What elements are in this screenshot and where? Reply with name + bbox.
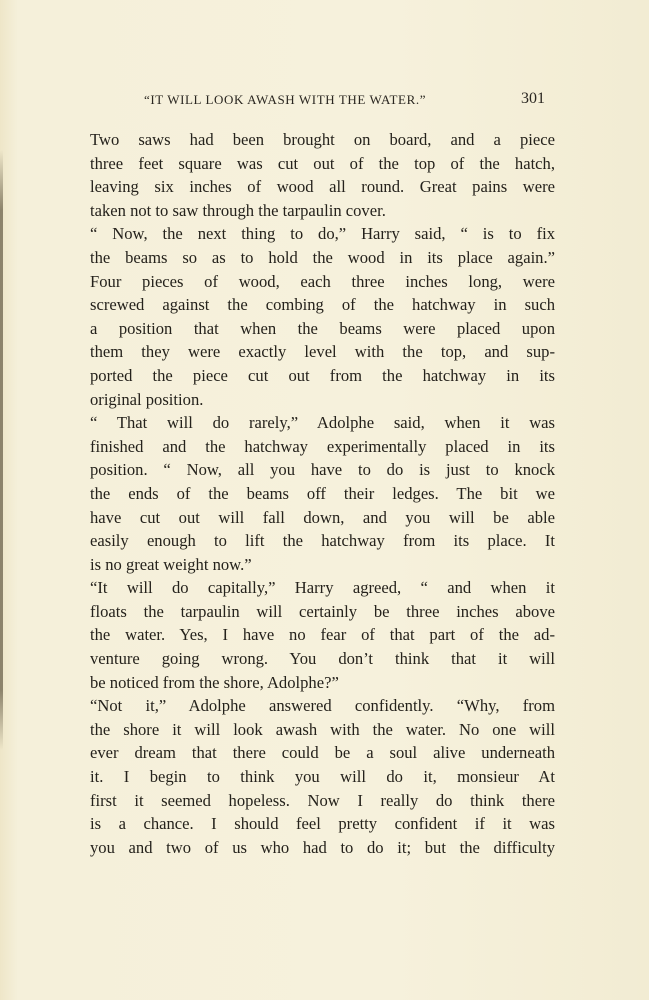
text-line: finished and the hatchway experimentally placed in its bbox=[90, 436, 555, 456]
text-line: is a chance. I should feel pretty confident if it was bbox=[90, 814, 555, 834]
text-line: easily enough to lift the hatchway from its place. It bbox=[90, 531, 555, 551]
text-line: have cut out will fall down, and you will be able bbox=[90, 507, 555, 527]
text-line: ever dream that there could be a soul alive underneath bbox=[90, 743, 555, 763]
text-line: three feet square was cut out of the top of the hatch, bbox=[90, 153, 555, 173]
page-header bbox=[90, 90, 555, 114]
text-line: “Not it,” Adolphe answered confidently. “Why, from bbox=[90, 696, 555, 716]
text-line: position. “ Now, all you have to do is just to knock bbox=[90, 460, 555, 480]
text-line: the ends of the beams off their ledges. The bit we bbox=[90, 483, 555, 503]
body-text bbox=[90, 128, 555, 859]
text-line: be noticed from the shore, Adolphe?” bbox=[90, 672, 339, 692]
text-line: leaving six inches of wood all round. Great pains were bbox=[90, 177, 555, 197]
text-line: Two saws had been brought on board, and a piece bbox=[90, 130, 555, 149]
text-line: screwed against the combing of the hatchway in such bbox=[90, 295, 555, 315]
text-line: floats the tarpaulin will certainly be three inches above bbox=[90, 601, 555, 621]
text-line: them they were exactly level with the top, and sup- bbox=[90, 342, 555, 362]
text-line: “ Now, the next thing to do,” Harry said, “ is to fix bbox=[90, 224, 555, 244]
text-line: venture going wrong. You don’t think that it will bbox=[90, 649, 555, 669]
text-line: ported the piece cut out from the hatchway in its bbox=[90, 365, 555, 385]
text-line: a position that when the beams were placed upon bbox=[90, 318, 555, 338]
text-line: “ That will do rarely,” Adolphe said, when it was bbox=[90, 413, 555, 433]
text-line: Four pieces of wood, each three inches long, were bbox=[90, 271, 555, 291]
page-binding-edge bbox=[0, 150, 3, 750]
text-line: you and two of us who had to do it; but the difficulty bbox=[90, 837, 555, 857]
text-line: the water. Yes, I have no fear of that part of the ad- bbox=[90, 625, 555, 645]
text-line: is no great weight now.” bbox=[90, 554, 252, 574]
text-line: original position. bbox=[90, 389, 204, 409]
text-line: it. I begin to think you will do it, monsieur At bbox=[90, 767, 555, 787]
text-line: the beams so as to hold the wood in its place again.” bbox=[90, 247, 555, 267]
running-head: “IT WILL LOOK AWASH WITH THE WATER.” bbox=[144, 92, 427, 107]
text-line: taken not to saw through the tarpaulin cover. bbox=[90, 200, 386, 220]
text-line: first it seemed hopeless. Now I really do think there bbox=[90, 790, 555, 810]
text-line: “It will do capitally,” Harry agreed, “ and when it bbox=[90, 578, 555, 598]
page-number: 301 bbox=[521, 90, 545, 107]
text-line: the shore it will look awash with the water. No one will bbox=[90, 719, 555, 739]
